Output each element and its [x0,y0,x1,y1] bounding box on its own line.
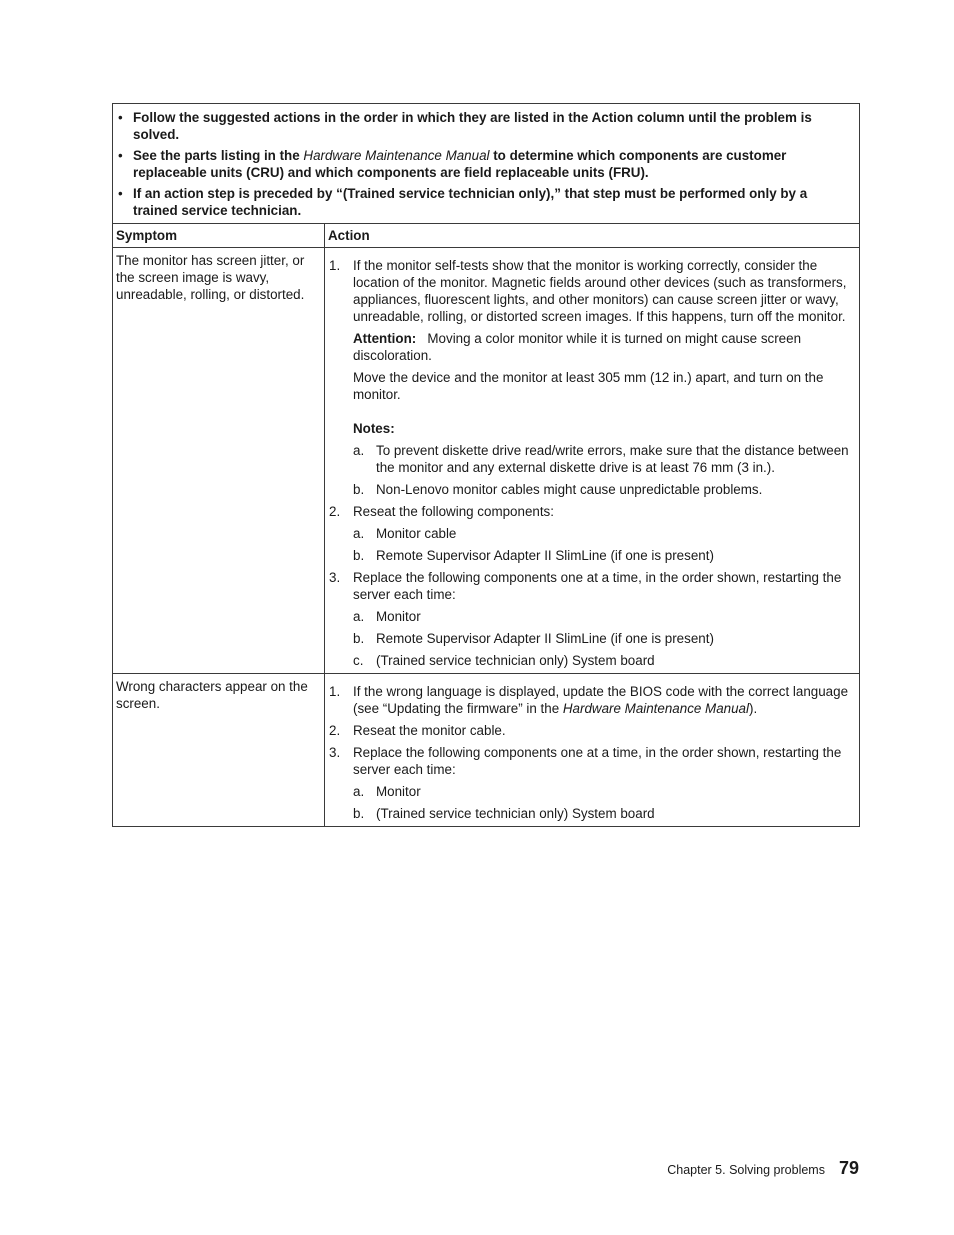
action-steps [329,683,853,822]
action-step: 2. Reseat the following components: a. Monitor cable b. Remote Supervisor Adapter II SlimLine (if one is present) [329,503,853,564]
component-list [353,525,853,564]
action-steps [329,257,853,669]
attention-note: Attention: Moving a color monitor while it is turned on might cause screen discoloration. [353,331,802,363]
page-number: 79 [838,1158,859,1178]
instruction-item: • Follow the suggested actions in the order in which they are listed in the Action column until the problem is solved. [118,110,812,142]
symptom-cell: The monitor has screen jitter, or the screen image is wavy, unreadable, rolling, or distorted. [113,248,325,674]
symptom-header: Symptom [113,224,325,248]
manual-title: Hardware Maintenance Manual [303,148,490,163]
list-item: a. Monitor [353,609,421,624]
page-footer [667,1160,859,1179]
action-step: 1. If the wrong language is displayed, update the BIOS code with the correct language (see “Updating the firmware” in the Hardware Maintenance Manual). [329,684,849,716]
action-step: 3. Replace the following components one at a time, in the order shown, restarting the server each time: a. Monitor b. Remote Supervisor Adapter II SlimLine (if one is present) c. (Trained service technician only) System board [329,569,853,669]
note-item: a. To prevent diskette drive read/write errors, make sure that the distance between the monitor and any external diskette drive is at least 76 mm (3 in.). [353,443,849,475]
table-header-row [113,224,860,248]
instructions-cell [113,104,860,224]
list-item: b. Remote Supervisor Adapter II SlimLine (if one is present) [353,631,714,646]
action-step: 3. Replace the following components one at a time, in the order shown, restarting the server each time: a. Monitor b. (Trained service technician only) System board [329,744,853,822]
action-step: 1. If the monitor self-tests show that the monitor is working correctly, consider the location of the monitor. Magnetic fields around other devices (such as transformers, appliances, fluorescent lights, and other monitors) can cause screen jitter or wavy, unreadable, rolling, or distorted screen images. If this happens, turn off the monitor. Attention: Moving a color monitor while it is turned on might cause screen discoloration. Move the device and the monitor at least 305 mm (12 in.) apart, and turn on the monitor. Notes: a. To prevent diskette drive read/write errors, make sure that the distance between the monitor and any external diskette drive is at least 76 mm (3 in.). b. Non-Lenovo monitor cables might cause unpredictable problems. [329,257,853,498]
list-item: b. (Trained service technician only) System board [353,806,655,821]
instruction-item: • If an action step is preceded by “(Trained service technician only),” that step must be performed only by a trained service technician. [118,186,808,218]
note-item: b. Non-Lenovo monitor cables might cause unpredictable problems. [353,482,763,497]
manual-title: Hardware Maintenance Manual [562,701,749,716]
troubleshooting-table [112,103,860,827]
instructions-list [115,109,853,219]
notes-heading: Notes: [353,421,395,436]
instruction-item: • See the parts listing in the Hardware Maintenance Manual to determine which components are customer replaceable units (CRU) and which components are field replaceable units (FRU). [118,148,787,180]
component-list [353,783,853,822]
list-item: a. Monitor cable [353,526,457,541]
table-row [113,674,860,827]
notes-list [353,442,853,498]
action-step: 2. Reseat the monitor cable. [329,723,506,738]
component-list [353,608,853,669]
action-cell [325,674,860,827]
action-header: Action [325,224,860,248]
table-row [113,248,860,674]
list-item: c. (Trained service technician only) System board [353,653,655,668]
list-item: b. Remote Supervisor Adapter II SlimLine (if one is present) [353,548,714,563]
chapter-title: Chapter 5. Solving problems [667,1163,825,1177]
list-item: a. Monitor [353,784,421,799]
action-cell [325,248,860,674]
symptom-cell: Wrong characters appear on the screen. [113,674,325,827]
